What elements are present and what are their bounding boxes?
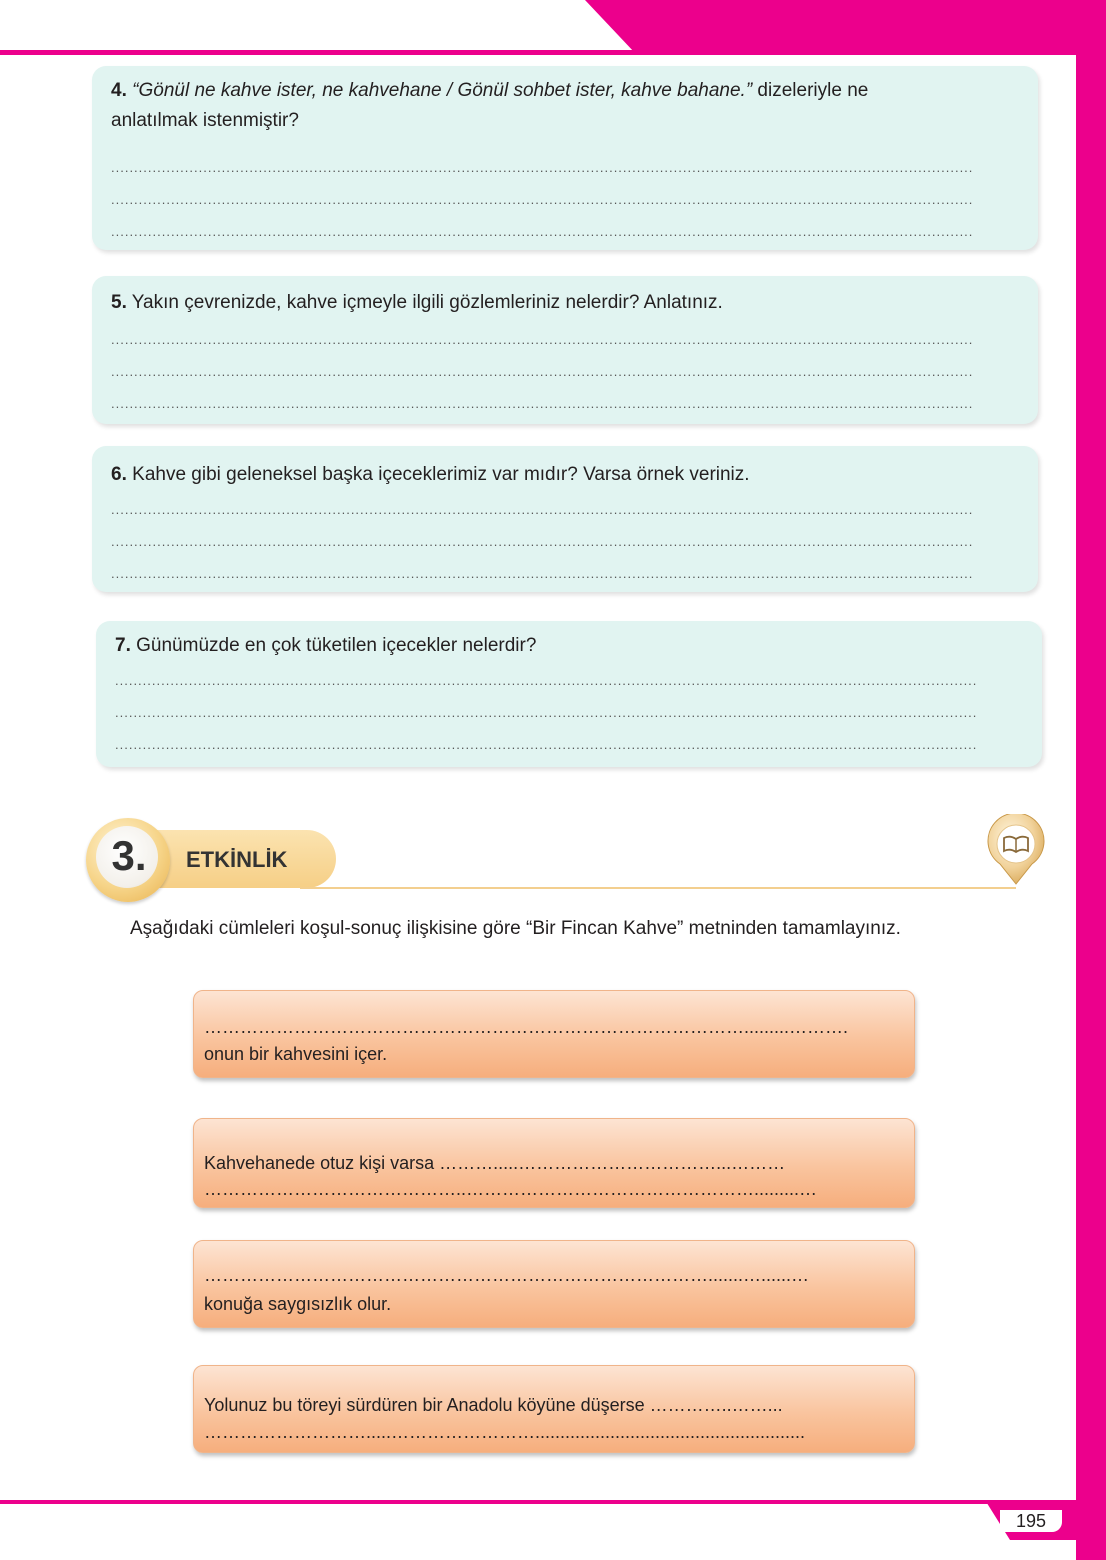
sentence-text[interactable]: Yolunuz bu töreyi sürdüren bir Anadolu köyüne düşerse …………..……...: [204, 1395, 783, 1415]
answer-line[interactable]: ...........................................................................................................................................................................................: [111, 502, 974, 517]
fill-in-line[interactable]: ……………………….....……………………......................................................: [204, 1422, 806, 1442]
question-5-box: [92, 276, 1038, 424]
answer-line[interactable]: ...........................................................................................................................................................................................: [111, 192, 974, 207]
answer-line[interactable]: ...........................................................................................................................................................................................: [111, 160, 974, 175]
top-tab-decoration: [585, 0, 1106, 53]
answer-line[interactable]: ...........................................................................................................................................................................................: [111, 224, 974, 239]
question-6-text: 6. Kahve gibi geleneksel başka içeceklerimiz var mıdır? Varsa örnek veriniz.: [111, 464, 750, 485]
fill-in-line[interactable]: ……………………………………..………………………………………….........…: [204, 1179, 818, 1199]
answer-line[interactable]: ...........................................................................................................................................................................................: [111, 332, 974, 347]
question-4-box: [92, 66, 1038, 250]
sentence-box-2: [193, 1118, 915, 1208]
question-5-text: 5. Yakın çevrenizde, kahve içmeyle ilgili gözlemleriniz nelerdir? Anlatınız.: [111, 292, 723, 313]
activity-divider: [300, 887, 1016, 889]
sentence-box-4: [193, 1365, 915, 1453]
sentence-text: onun bir kahvesini içer.: [204, 1044, 388, 1064]
answer-line[interactable]: ...........................................................................................................................................................................................: [115, 705, 978, 720]
page-number: 195: [1000, 1510, 1062, 1532]
answer-line[interactable]: ...........................................................................................................................................................................................: [111, 396, 974, 411]
activity-title: ETKİNLİK: [186, 847, 288, 872]
answer-line[interactable]: ...........................................................................................................................................................................................: [111, 566, 974, 581]
answer-line[interactable]: ...........................................................................................................................................................................................: [111, 364, 974, 379]
top-border: [0, 50, 1080, 55]
question-6-box: [92, 446, 1038, 592]
question-7-box: [96, 621, 1042, 767]
sentence-text: konuğa saygısızlık olur.: [204, 1294, 392, 1314]
right-border: [1076, 0, 1106, 1560]
question-7-text: 7. Günümüzde en çok tüketilen içecekler nelerdir?: [115, 635, 537, 656]
sentence-box-3: [193, 1240, 915, 1328]
activity-instruction: Aşağıdaki cümleleri koşul-sonuç ilişkisine göre “Bir Fincan Kahve” metninden tamamlayınız.: [130, 918, 901, 939]
answer-line[interactable]: ...........................................................................................................................................................................................: [111, 534, 974, 549]
activity-number: 3.: [111, 832, 147, 879]
question-4-text: 4. “Gönül ne kahve ister, ne kahvehane / Gönül sohbet ister, kahve bahane.” dizeleriyle ne anlatılmak istenmiştir?: [111, 80, 869, 131]
answer-line[interactable]: ...........................................................................................................................................................................................: [115, 737, 978, 752]
fill-in-line[interactable]: ……………………………………………………………………………….........……….: [204, 1017, 849, 1037]
sentence-box-1: [193, 990, 915, 1078]
bottom-border: [0, 1500, 1078, 1504]
fill-in-line[interactable]: ………………………………………………………………………….......…......…: [204, 1265, 810, 1285]
sentence-text[interactable]: Kahvehanede otuz kişi varsa ……….....……………………………...………: [204, 1153, 786, 1173]
book-icon: [982, 814, 1050, 886]
answer-line[interactable]: ...........................................................................................................................................................................................: [115, 673, 978, 688]
